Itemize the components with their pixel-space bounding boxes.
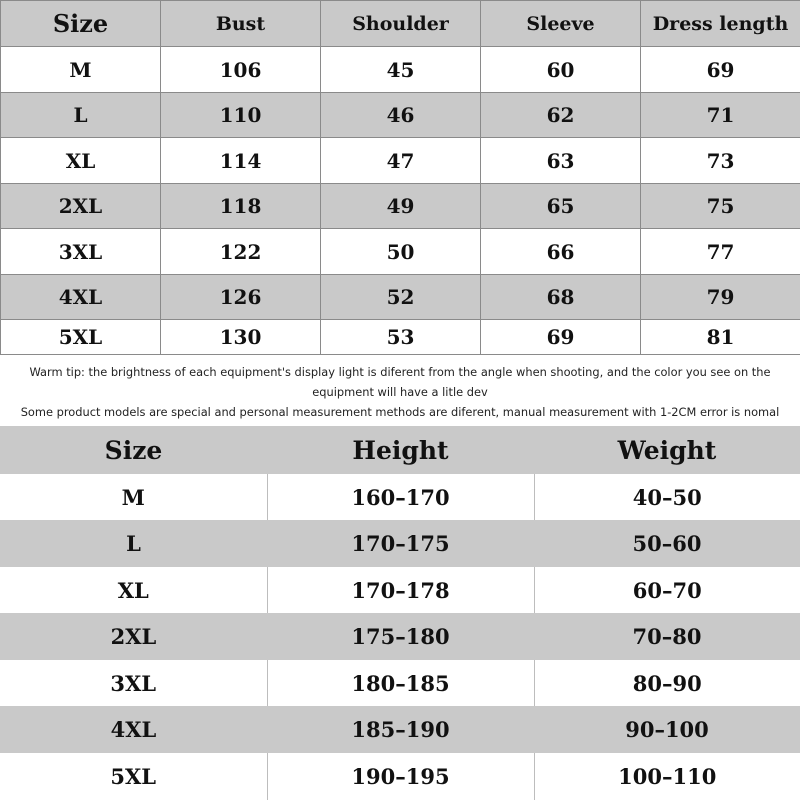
shoulder-cell: 47 <box>321 138 481 184</box>
dress-length-cell: 69 <box>641 47 800 93</box>
weight-cell: 90–100 <box>625 717 709 742</box>
table-row <box>1 320 800 355</box>
size-cell: 4XL <box>1 275 161 320</box>
size-cell: L <box>1 93 161 138</box>
height-cell: 160–170 <box>267 474 534 520</box>
table-row <box>0 474 800 520</box>
table-row <box>0 520 800 567</box>
weight-cell: 100–110 <box>534 753 800 800</box>
shoulder-cell: 50 <box>321 229 481 275</box>
measurement-table <box>0 0 800 355</box>
size-cell: XL <box>1 138 161 184</box>
shoulder-cell: 49 <box>321 184 481 229</box>
table-row <box>1 47 800 93</box>
dress-length-cell: 73 <box>641 138 800 184</box>
sleeve-cell: 60 <box>481 47 641 93</box>
sleeve-cell: 65 <box>481 184 641 229</box>
sleeve-cell: 66 <box>481 229 641 275</box>
tip-line-1: Warm tip: the brightness of each equipment's display light is diferent from the angle when shooting, and the color you see on the <box>29 365 771 379</box>
dress-length-cell: 77 <box>641 229 800 275</box>
dress-length-cell: 75 <box>641 184 800 229</box>
header-bust: Bust <box>161 1 321 47</box>
header-size: Size <box>1 1 161 47</box>
table-row <box>0 660 800 706</box>
bust-cell: 110 <box>161 93 321 138</box>
bust-cell: 118 <box>161 184 321 229</box>
header-weight: Weight <box>617 435 717 465</box>
fit-table <box>0 426 800 800</box>
shoulder-cell: 46 <box>321 93 481 138</box>
size-cell: 4XL <box>110 717 157 742</box>
table-row <box>0 613 800 660</box>
bust-cell: 126 <box>161 275 321 320</box>
measurement-header-row <box>1 1 800 47</box>
weight-cell: 50–60 <box>632 531 702 556</box>
sleeve-cell: 69 <box>481 320 641 355</box>
dress-length-cell: 81 <box>641 320 800 355</box>
header-dress-length: Dress length <box>641 1 800 47</box>
table-row <box>1 138 800 184</box>
warm-tip-note <box>0 354 800 426</box>
size-cell: 5XL <box>110 764 157 789</box>
header-sleeve: Sleeve <box>481 1 641 47</box>
header-shoulder: Shoulder <box>321 1 481 47</box>
size-cell: 3XL <box>1 229 161 275</box>
size-cell: 2XL <box>110 624 157 649</box>
size-cell: M <box>121 484 145 510</box>
table-row <box>1 93 800 138</box>
tip-line-2: equipment will have a litle dev <box>312 385 488 399</box>
weight-cell: 70–80 <box>632 624 702 649</box>
height-cell: 170–178 <box>267 567 534 613</box>
tip-line-3: Some product models are special and personal measurement methods are diferent, manual measurement with 1-2CM error is nomal <box>20 405 780 419</box>
table-row <box>1 275 800 320</box>
table-row <box>0 706 800 753</box>
weight-cell: 80–90 <box>534 660 800 706</box>
header-size: Size <box>104 435 163 465</box>
dress-length-cell: 79 <box>641 275 800 320</box>
shoulder-cell: 53 <box>321 320 481 355</box>
weight-cell: 40–50 <box>534 474 800 520</box>
table-row <box>0 753 800 800</box>
height-cell: 170–175 <box>351 531 450 556</box>
table-row <box>1 184 800 229</box>
height-cell: 190–195 <box>267 753 534 800</box>
sleeve-cell: 63 <box>481 138 641 184</box>
shoulder-cell: 45 <box>321 47 481 93</box>
bust-cell: 114 <box>161 138 321 184</box>
size-cell: 3XL <box>110 670 157 696</box>
table-row <box>1 229 800 275</box>
height-cell: 185–190 <box>351 717 450 742</box>
header-height: Height <box>352 435 449 465</box>
size-cell: 2XL <box>1 184 161 229</box>
size-cell: 5XL <box>1 320 161 355</box>
size-cell: L <box>126 531 141 556</box>
size-cell: XL <box>117 577 149 603</box>
dress-length-cell: 71 <box>641 93 800 138</box>
bust-cell: 106 <box>161 47 321 93</box>
bust-cell: 122 <box>161 229 321 275</box>
bust-cell: 130 <box>161 320 321 355</box>
height-cell: 175–180 <box>351 624 450 649</box>
weight-cell: 60–70 <box>534 567 800 613</box>
sleeve-cell: 62 <box>481 93 641 138</box>
shoulder-cell: 52 <box>321 275 481 320</box>
height-cell: 180–185 <box>267 660 534 706</box>
fit-header-row <box>0 426 800 474</box>
table-row <box>0 567 800 613</box>
sleeve-cell: 68 <box>481 275 641 320</box>
size-cell: M <box>1 47 161 93</box>
